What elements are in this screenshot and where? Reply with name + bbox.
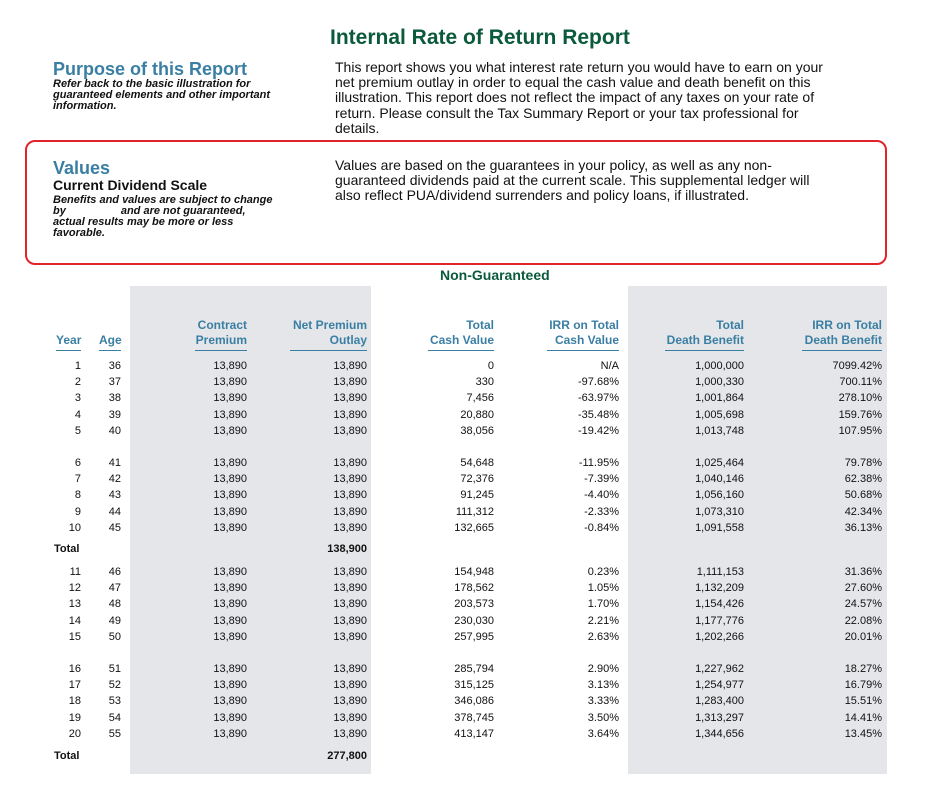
- total-net-premium-outlay: 277,800: [327, 750, 367, 762]
- cell-year: 18: [68, 695, 81, 708]
- cell-age: 53: [108, 695, 121, 708]
- cell-total-cash-value: 38,056: [460, 424, 494, 437]
- cell-age: 41: [108, 457, 121, 469]
- cell-irr-cash-value: 3.33%: [587, 695, 619, 708]
- cell-irr-death-benefit: 31.36%: [844, 566, 882, 578]
- values-body: Values are based on the guarantees in your policy, as well as any non- guaranteed dividends paid at the current scale. This supplemental ledger will also reflect PUA/dividend surrenders and policy loans, if illustrated.: [335, 157, 810, 204]
- cell-net-premium-outlay: 13,890: [333, 489, 367, 502]
- cell-net-premium-outlay: 13,890: [333, 582, 367, 595]
- cell-net-premium-outlay: 13,890: [333, 505, 367, 518]
- cell-age: 49: [108, 614, 121, 627]
- cell-total-cash-value: 132,665: [454, 521, 494, 534]
- cell-contract-premium: 13,890: [213, 582, 247, 595]
- cell-irr-death-benefit: 27.60%: [844, 582, 882, 595]
- cell-contract-premium: 13,890: [213, 663, 247, 675]
- cell-irr-cash-value: 0.23%: [587, 566, 619, 578]
- values-note: Benefits and values are subject to change by and are not guaranteed, actual results may be more or less favorable.: [53, 194, 273, 239]
- cell-total-cash-value: 378,745: [454, 711, 494, 724]
- cell-irr-cash-value: -0.84%: [584, 521, 619, 534]
- cell-total-death-benefit: 1,000,000: [695, 360, 744, 372]
- cell-irr-death-benefit: 13.45%: [844, 727, 882, 740]
- cell-age: 38: [108, 392, 121, 405]
- cell-net-premium-outlay: 13,890: [333, 521, 367, 534]
- cell-total-death-benefit: 1,254,977: [695, 679, 744, 692]
- cell-contract-premium: 13,890: [213, 679, 247, 692]
- cell-contract-premium: 13,890: [213, 521, 247, 534]
- cell-total-death-benefit: 1,040,146: [695, 473, 744, 486]
- total-label: Total: [54, 543, 80, 555]
- cell-year: 8: [74, 489, 81, 502]
- cell-total-cash-value: 257,995: [454, 630, 494, 643]
- cell-irr-death-benefit: 20.01%: [844, 630, 882, 643]
- cell-irr-death-benefit: 18.27%: [844, 663, 882, 675]
- cell-irr-cash-value: 3.13%: [587, 679, 619, 692]
- cell-total-cash-value: 346,086: [454, 695, 494, 708]
- cell-year: 6: [74, 457, 81, 469]
- cell-irr-cash-value: 1.70%: [587, 598, 619, 611]
- cell-total-death-benefit: 1,000,330: [695, 376, 744, 389]
- cell-irr-cash-value: -97.68%: [578, 376, 619, 389]
- header-rule: [802, 350, 882, 351]
- cell-total-death-benefit: 1,111,153: [696, 566, 744, 578]
- cell-age: 43: [108, 489, 121, 502]
- cell-total-cash-value: 7,456: [466, 392, 494, 405]
- cell-irr-cash-value: -19.42%: [578, 424, 619, 437]
- cell-net-premium-outlay: 13,890: [333, 566, 367, 578]
- cell-irr-death-benefit: 15.51%: [844, 695, 882, 708]
- cell-total-death-benefit: 1,025,464: [695, 457, 744, 469]
- cell-year: 11: [69, 566, 81, 578]
- cell-contract-premium: 13,890: [213, 695, 247, 708]
- cell-total-cash-value: 111,312: [455, 505, 494, 518]
- cell-irr-cash-value: -11.95%: [578, 457, 619, 469]
- cell-irr-death-benefit: 278.10%: [838, 392, 882, 405]
- cell-year: 19: [68, 711, 81, 724]
- cell-irr-death-benefit: 36.13%: [844, 521, 882, 534]
- cell-contract-premium: 13,890: [213, 376, 247, 389]
- cell-total-cash-value: 330: [475, 376, 494, 389]
- cell-contract-premium: 13,890: [213, 392, 247, 405]
- cell-age: 55: [108, 727, 121, 740]
- cell-year: 17: [68, 679, 81, 692]
- cell-contract-premium: 13,890: [213, 614, 247, 627]
- cell-total-death-benefit: 1,005,698: [695, 408, 744, 421]
- cell-irr-death-benefit: 159.76%: [838, 408, 882, 421]
- cell-irr-death-benefit: 42.34%: [844, 505, 882, 518]
- col-irr-death-benefit: IRR on Total Death Benefit: [804, 318, 882, 347]
- cell-total-death-benefit: 1,091,558: [695, 521, 744, 534]
- cell-total-death-benefit: 1,056,160: [695, 489, 744, 502]
- purpose-heading: Purpose of this Report: [53, 59, 248, 79]
- cell-contract-premium: 13,890: [213, 630, 247, 643]
- header-rule: [56, 350, 81, 351]
- cell-contract-premium: 13,890: [213, 360, 247, 372]
- cell-age: 54: [108, 711, 121, 724]
- cell-total-death-benefit: 1,132,209: [695, 582, 744, 595]
- cell-total-death-benefit: 1,202,266: [695, 630, 744, 643]
- cell-age: 44: [108, 505, 121, 518]
- cell-net-premium-outlay: 13,890: [333, 376, 367, 389]
- cell-age: 36: [108, 360, 121, 372]
- cell-irr-death-benefit: 700.11%: [839, 376, 882, 389]
- cell-total-cash-value: 178,562: [454, 582, 494, 595]
- cell-contract-premium: 13,890: [213, 489, 247, 502]
- cell-total-cash-value: 91,245: [460, 489, 494, 502]
- cell-total-death-benefit: 1,013,748: [695, 424, 744, 437]
- cell-net-premium-outlay: 13,890: [333, 473, 367, 486]
- cell-irr-cash-value: -2.33%: [584, 505, 619, 518]
- header-rule: [547, 350, 619, 351]
- cell-total-cash-value: 72,376: [460, 473, 494, 486]
- cell-contract-premium: 13,890: [213, 457, 247, 469]
- col-year: Year: [56, 333, 82, 347]
- cell-irr-death-benefit: 50.68%: [844, 489, 882, 502]
- cell-total-cash-value: 0: [487, 360, 494, 372]
- cell-net-premium-outlay: 13,890: [333, 614, 367, 627]
- cell-irr-death-benefit: 62.38%: [844, 473, 882, 486]
- header-rule: [428, 350, 494, 351]
- cell-age: 40: [108, 424, 121, 437]
- cell-total-cash-value: 315,125: [454, 679, 494, 692]
- cell-total-cash-value: 20,880: [460, 408, 494, 421]
- cell-net-premium-outlay: 13,890: [333, 598, 367, 611]
- cell-year: 1: [74, 360, 81, 372]
- cell-year: 13: [68, 598, 81, 611]
- cell-total-death-benefit: 1,073,310: [695, 505, 744, 518]
- cell-age: 37: [108, 376, 121, 389]
- cell-net-premium-outlay: 13,890: [333, 663, 367, 675]
- purpose-body: This report shows you what interest rate return you would have to earn on your net premium outlay in order to equal the cash value and death benefit on this illustration. This report does not reflect the impact of any taxes on your rate of return. Please consult the Tax Summary Report or your tax professional for details.: [335, 59, 823, 136]
- cell-net-premium-outlay: 13,890: [333, 392, 367, 405]
- cell-age: 42: [108, 473, 121, 486]
- cell-age: 51: [108, 663, 121, 675]
- cell-total-death-benefit: 1,001,864: [695, 392, 744, 405]
- cell-year: 4: [74, 408, 81, 421]
- cell-age: 46: [108, 566, 121, 578]
- values-heading: Values: [53, 158, 111, 178]
- cell-total-death-benefit: 1,227,962: [695, 663, 744, 675]
- cell-irr-cash-value: -35.48%: [578, 408, 619, 421]
- cell-contract-premium: 13,890: [213, 505, 247, 518]
- cell-net-premium-outlay: 13,890: [333, 679, 367, 692]
- cell-total-cash-value: 54,648: [460, 457, 494, 469]
- col-irr-cash-value: IRR on Total Cash Value: [549, 318, 619, 347]
- cell-contract-premium: 13,890: [213, 408, 247, 421]
- cell-net-premium-outlay: 13,890: [333, 408, 367, 421]
- cell-year: 3: [74, 392, 81, 405]
- cell-net-premium-outlay: 13,890: [333, 457, 367, 469]
- report-title: Internal Rate of Return Report: [330, 26, 630, 49]
- cell-total-death-benefit: 1,313,297: [695, 711, 744, 724]
- cell-irr-death-benefit: 24.57%: [844, 598, 882, 611]
- header-rule: [99, 350, 121, 351]
- cell-year: 10: [68, 521, 81, 534]
- cell-irr-cash-value: 1.05%: [587, 582, 619, 595]
- cell-irr-death-benefit: 16.79%: [844, 679, 882, 692]
- cell-year: 7: [74, 473, 81, 486]
- cell-age: 45: [108, 521, 121, 534]
- header-rule: [665, 350, 744, 351]
- cell-year: 15: [68, 630, 81, 643]
- cell-net-premium-outlay: 13,890: [333, 360, 367, 372]
- header-rule: [290, 350, 367, 351]
- cell-net-premium-outlay: 13,890: [333, 727, 367, 740]
- cell-irr-death-benefit: 14.41%: [844, 711, 882, 724]
- col-total-cash-value: Total Cash Value: [429, 318, 494, 347]
- cell-irr-cash-value: 3.64%: [587, 727, 619, 740]
- col-age: Age: [99, 333, 122, 347]
- cell-contract-premium: 13,890: [213, 424, 247, 437]
- cell-contract-premium: 13,890: [213, 598, 247, 611]
- cell-irr-cash-value: 2.21%: [587, 614, 619, 627]
- cell-irr-death-benefit: 7099.42%: [832, 360, 882, 372]
- cell-contract-premium: 13,890: [213, 566, 247, 578]
- cell-contract-premium: 13,890: [213, 711, 247, 724]
- values-subheading: Current Dividend Scale: [53, 177, 208, 193]
- cell-net-premium-outlay: 13,890: [333, 630, 367, 643]
- cell-total-death-benefit: 1,283,400: [695, 695, 744, 708]
- cell-total-death-benefit: 1,344,656: [695, 727, 744, 740]
- cell-irr-cash-value: N/A: [600, 360, 619, 372]
- total-label: Total: [54, 750, 80, 762]
- cell-year: 12: [68, 582, 81, 595]
- total-net-premium-outlay: 138,900: [327, 543, 367, 555]
- cell-net-premium-outlay: 13,890: [333, 711, 367, 724]
- cell-irr-death-benefit: 107.95%: [838, 424, 882, 437]
- cell-total-cash-value: 413,147: [454, 727, 494, 740]
- cell-total-death-benefit: 1,154,426: [695, 598, 744, 611]
- cell-year: 16: [68, 663, 81, 675]
- purpose-note: Refer back to the basic illustration for guaranteed elements and other important information.: [53, 78, 270, 112]
- header-rule: [195, 350, 247, 351]
- cell-net-premium-outlay: 13,890: [333, 424, 367, 437]
- cell-year: 5: [74, 424, 81, 437]
- cell-irr-cash-value: 2.90%: [587, 663, 619, 675]
- cell-irr-cash-value: -63.97%: [578, 392, 619, 405]
- cell-irr-cash-value: -4.40%: [584, 489, 619, 502]
- cell-irr-cash-value: -7.39%: [584, 473, 619, 486]
- cell-total-cash-value: 230,030: [454, 614, 494, 627]
- non-guaranteed-header: Non-Guaranteed: [440, 267, 550, 283]
- cell-age: 47: [108, 582, 121, 595]
- cell-age: 39: [108, 408, 121, 421]
- cell-year: 20: [68, 727, 81, 740]
- cell-age: 52: [108, 679, 121, 692]
- cell-net-premium-outlay: 13,890: [333, 695, 367, 708]
- cell-year: 9: [74, 505, 81, 518]
- cell-contract-premium: 13,890: [213, 727, 247, 740]
- cell-irr-death-benefit: 22.08%: [844, 614, 882, 627]
- cell-total-cash-value: 154,948: [454, 566, 494, 578]
- cell-contract-premium: 13,890: [213, 473, 247, 486]
- cell-total-cash-value: 285,794: [454, 663, 494, 675]
- cell-age: 50: [108, 630, 121, 643]
- col-contract-premium: Contract Premium: [195, 318, 247, 347]
- cell-age: 48: [108, 598, 121, 611]
- col-net-premium-outlay: Net Premium Outlay: [292, 318, 367, 347]
- col-total-death-benefit: Total Death Benefit: [666, 318, 744, 347]
- cell-year: 2: [74, 376, 81, 389]
- cell-year: 14: [68, 614, 81, 627]
- cell-total-cash-value: 203,573: [454, 598, 494, 611]
- cell-total-death-benefit: 1,177,776: [695, 614, 744, 627]
- cell-irr-cash-value: 2.63%: [587, 630, 619, 643]
- cell-irr-cash-value: 3.50%: [587, 711, 619, 724]
- cell-irr-death-benefit: 79.78%: [844, 457, 882, 469]
